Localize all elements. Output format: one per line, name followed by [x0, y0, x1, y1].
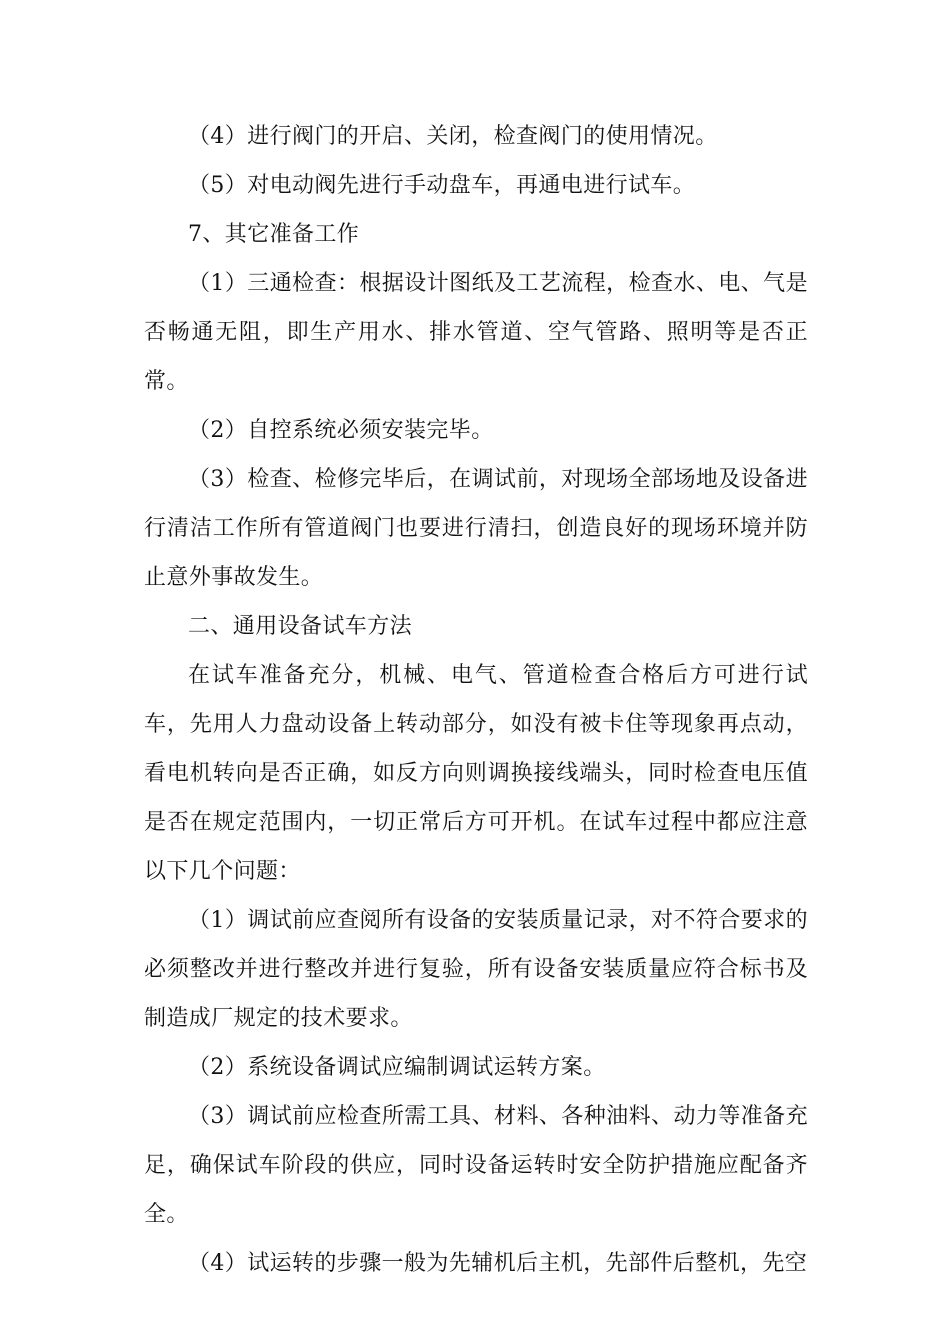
paragraph-electric-valve: （5）对电动阀先进行手动盘车，再通电进行试车。: [188, 173, 696, 198]
heading-other-preparation: 7、其它准备工作: [188, 222, 360, 247]
paragraph-autocontrol: （2）自控系统必须安装完毕。: [188, 418, 494, 443]
heading-general-test-method: 二、通用设备试车方法: [188, 614, 413, 639]
document-body: [144, 112, 808, 1288]
paragraph-valve-open-close: （4）进行阀门的开启、关闭，检查阀门的使用情况。: [188, 124, 718, 149]
paragraph-three-checks: （1）三通检查：根据设计图纸及工艺流程，检查水、电、气是否畅通无阻，即生产用水、排水管道、空气管路、照明等是否正常。: [144, 271, 808, 394]
paragraph-cleaning: （3）检查、检修完毕后，在调试前，对现场全部场地及设备进行清洁工作所有管道阀门也要进行清扫，创造良好的现场环境并防止意外事故发生。: [144, 467, 808, 590]
paragraph-quality-records: （1）调试前应查阅所有设备的安装质量记录，对不符合要求的必须整改并进行整改并进行复验，所有设备安装质量应符合标书及制造成厂规定的技术要求。: [144, 908, 808, 1031]
paragraph-test-plan: （2）系统设备调试应编制调试运转方案。: [188, 1055, 606, 1080]
paragraph-tools-materials: （3）调试前应检查所需工具、材料、各种油料、动力等准备充足，确保试车阶段的供应，同时设备运转时安全防护措施应配备齐全。: [144, 1104, 808, 1227]
paragraph-test-steps: （4）试运转的步骤一般为先辅机后主机，先部件后整机，先空: [188, 1251, 808, 1276]
paragraph-test-procedure: 在试车准备充分，机械、电气、管道检查合格后方可进行试车，先用人力盘动设备上转动部分，如没有被卡住等现象再点动，看电机转向是否正确，如反方向则调换接线端头，同时检查电压值是否在规定范围内，一切正常后方可开机。在试车过程中都应注意以下几个问题：: [144, 663, 808, 884]
